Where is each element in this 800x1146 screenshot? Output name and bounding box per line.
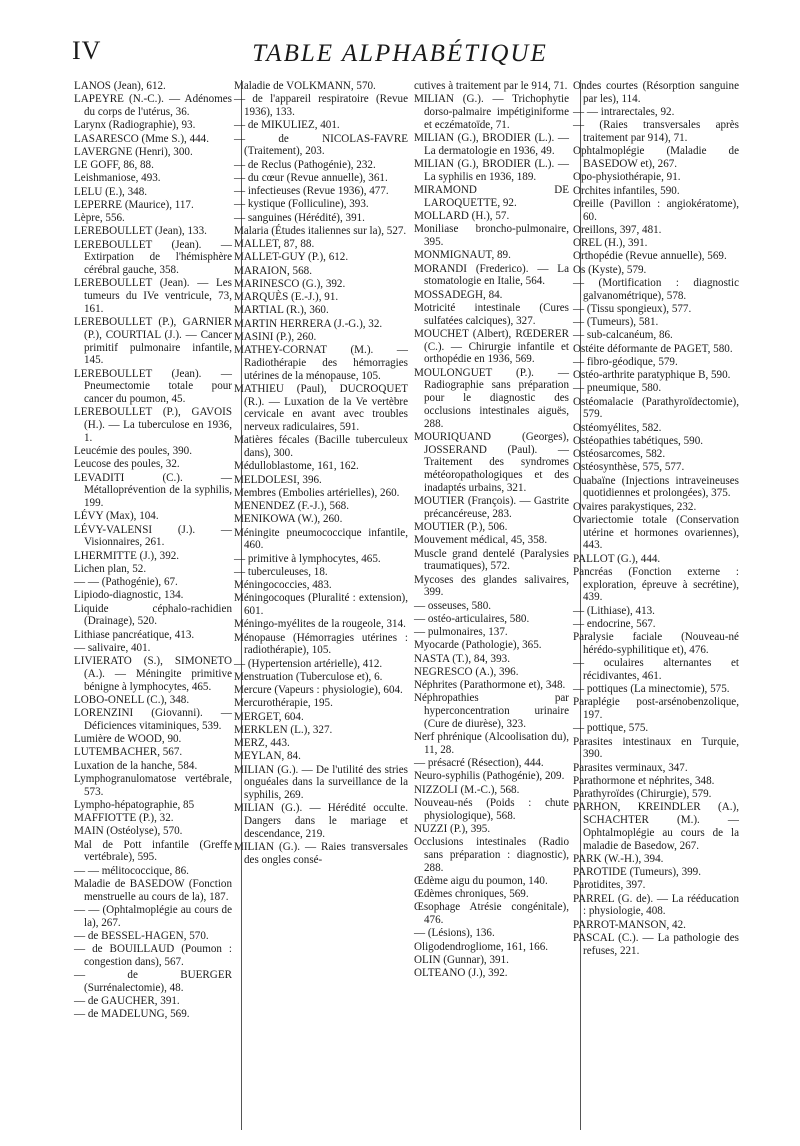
- index-entry: MOSSADEGH, 84.: [414, 288, 503, 301]
- index-entry: MARAION, 568.: [234, 264, 312, 277]
- index-entry: MIRAMOND DE LAROQUETTE, 92.: [414, 184, 569, 209]
- index-entry: — tuberculeuses, 18.: [234, 565, 328, 578]
- index-entry: Parathyroïdes (Chirurgie), 579.: [573, 788, 712, 800]
- index-entry: MELDOLESI, 396.: [234, 473, 322, 486]
- index-entry: Mercure (Vapeurs : physiologie), 604.: [234, 684, 403, 696]
- page-title: TABLE ALPHABÉTIQUE: [252, 40, 548, 67]
- index-entry: Méningococcies, 483.: [234, 579, 332, 591]
- index-entry: — ostéo-articulaires, 580.: [414, 612, 530, 625]
- index-entry: — (Lésions), 136.: [414, 927, 495, 940]
- index-entry: Méningo-myélites de la rougeole, 314.: [234, 618, 406, 631]
- index-entry: Myocarde (Pathologie), 365.: [414, 639, 542, 652]
- index-entry: MARTIAL (R.), 360.: [234, 304, 329, 317]
- index-entry: Ovaires parakystiques, 232.: [573, 500, 697, 513]
- index-entry: Nerf phrénique (Alcoolisation du), 11, 28.: [414, 731, 569, 756]
- index-entry: MOUCHET (Albert), RŒDERER (C.). — Chirurgie infantile et orthopédie en 1936, 569.: [414, 327, 569, 366]
- index-entry: Ostéomalacie (Parathyroïdectomie), 579.: [573, 395, 739, 421]
- index-entry: MERKLEN (L.), 327.: [234, 723, 333, 736]
- index-entry: Neuro-syphilis (Pathogénie), 209.: [414, 770, 565, 783]
- index-entry: — pottiques (La minectomie), 575.: [573, 683, 730, 695]
- index-entry: Œdèmes chroniques, 569.: [414, 888, 529, 900]
- index-entry: Leucémie des poules, 390.: [74, 445, 192, 457]
- index-entry: Larynx (Radiographie), 93.: [74, 119, 196, 132]
- index-entry: — — (Ophtalmoplégie au cours de la), 267.: [74, 903, 232, 929]
- index-entry: Ondes courtes (Résorption sanguine par les), 114.: [573, 80, 739, 105]
- index-entry: MENENDEZ (F.-J.), 568.: [234, 500, 349, 512]
- index-entry: — (Tissu spongieux), 577.: [573, 302, 692, 315]
- index-entry: Luxation de la hanche, 584.: [74, 759, 198, 772]
- index-entry: MERZ, 443.: [234, 737, 290, 749]
- index-entry: Œdème aigu du poumon, 140.: [414, 874, 548, 887]
- index-entry: — fibro-géodique, 579.: [573, 355, 678, 368]
- index-entry: MOUTIER (P.), 506.: [414, 521, 508, 533]
- index-entry: LEREBOULLET (P.), GARNIER (P.), COURTIAL (J.). — Cancer primitif pulmonaire infantile, 145.: [74, 316, 232, 367]
- index-entry: OLIN (Gunnar), 391.: [414, 953, 509, 966]
- index-entry: MENIKOWA (W.), 260.: [234, 513, 343, 526]
- index-entry: — pneumique, 580.: [573, 382, 662, 395]
- index-entry: Méningite pneumococcique infantile, 460.: [234, 526, 408, 552]
- index-entry: Os (Kyste), 579.: [573, 263, 647, 276]
- index-entry: Néphrites (Parathormone et), 348.: [414, 679, 566, 691]
- index-entry: PARK (W.-H.), 394.: [573, 852, 664, 865]
- index-entry: Moniliase broncho-pulmonaire, 395.: [414, 223, 569, 248]
- index-entry: MARTIN HERRERA (J.-G.), 32.: [234, 317, 383, 330]
- index-entry: LAPEYRE (N.-C.). — Adénomes du corps de l'utérus, 36.: [74, 93, 232, 118]
- index-entry: Malaria (Études italiennes sur la), 527.: [234, 224, 407, 237]
- index-entry: — de MADELUNG, 569.: [74, 1008, 190, 1021]
- index-entry: PASCAL (C.). — La pathologie des refuses, 221.: [573, 931, 739, 957]
- page-number: IV: [72, 36, 102, 65]
- index-entry: MASINI (P.), 260.: [234, 330, 317, 343]
- index-entry: Pancréas (Fonction externe : exploration, épreuve à secrétine), 439.: [573, 565, 739, 604]
- index-entry: LEVADITI (C.). — Métalloprévention de la syphilis, 199.: [74, 471, 232, 509]
- index-entry: MATHIEU (Paul), DUCROQUET (R.). — Luxation de la Ve vertèbre cervicale en avant avec troubles nerveux radiculaires, 591.: [234, 382, 408, 433]
- index-entry: — — intrarectales, 92.: [573, 106, 675, 118]
- index-entry: Ostéosarcomes, 582.: [573, 448, 666, 460]
- index-entry: — présacré (Résection), 444.: [414, 757, 544, 769]
- index-entry: Ostéopathies tabétiques, 590.: [573, 434, 704, 447]
- index-entry: Maladie de BASEDOW (Fonction menstruelle au cours de la), 187.: [74, 877, 232, 903]
- index-entry: Matières fécales (Bacille tuberculeux dans), 300.: [234, 434, 408, 459]
- index-entry: Parasites verminaux, 347.: [573, 761, 688, 774]
- index-entry: LELU (E.), 348.: [74, 185, 148, 198]
- index-entry: Ostéosynthèse, 575, 577.: [573, 461, 685, 474]
- index-entry: Opo-physiothérapie, 91.: [573, 171, 681, 184]
- index-entry: PARREL (G. de). — La rééducation : physiologie, 408.: [573, 892, 739, 918]
- index-entry: MEYLAN, 84.: [234, 750, 301, 763]
- index-entry: MARINESCO (G.), 392.: [234, 277, 346, 290]
- index-entry: PARROT-MANSON, 42.: [573, 918, 686, 931]
- index-entry: — (Lithiase), 413.: [573, 604, 655, 617]
- index-entry: — pulmonaires, 137.: [414, 626, 508, 638]
- index-entry: Lympho-hépatographie, 85: [74, 798, 195, 811]
- index-entry: Paralysie faciale (Nouveau-né hérédo-syphilitique et), 476.: [573, 631, 739, 656]
- index-entry: LEREBOULLET (Jean). — Les tumeurs du IVe ventricule, 73, 161.: [74, 277, 232, 315]
- index-entry: Oreillons, 397, 481.: [573, 223, 662, 236]
- index-entry: MILIAN (G.), BRODIER (L.). — La syphilis en 1936, 189.: [414, 158, 569, 183]
- index-entry: Mycoses des glandes salivaires, 399.: [414, 573, 569, 599]
- index-entry: LASARESCO (Mme S.), 444.: [74, 132, 209, 145]
- index-entry: cutives à traitement par le 914, 71.: [414, 80, 568, 92]
- index-entry: MAFFIOTTE (P.), 32.: [74, 812, 174, 824]
- index-column-3: [414, 80, 569, 1130]
- index-entry: — salivaire, 401.: [74, 641, 151, 654]
- index-entry: OLTEANO (J.), 392.: [414, 967, 508, 979]
- index-entry: Ostéite déformante de PAGET, 580.: [573, 342, 733, 355]
- index-entry: Oligodendrogliome, 161, 166.: [414, 940, 549, 953]
- index-entry: Parathormone et néphrites, 348.: [573, 774, 715, 787]
- index-entry: PALLOT (G.), 444.: [573, 552, 661, 565]
- index-entry: LEREBOULLET (Jean). — Extirpation de l'hémisphère cérébral gauche, 358.: [74, 238, 232, 276]
- index-entry: MAIN (Ostéolyse), 570.: [74, 825, 183, 838]
- index-entry: LAVERGNE (Henri), 300.: [74, 145, 193, 158]
- index-entry: — — (Pathogénie), 67.: [74, 576, 178, 588]
- index-entry: — primitive à lymphocytes, 465.: [234, 552, 381, 565]
- index-entry: Parasites intestinaux en Turquie, 390.: [573, 735, 739, 761]
- index-entry: Lymphogranulomatose vertébrale, 573.: [74, 772, 232, 798]
- index-entry: NEGRESCO (A.), 396.: [414, 665, 519, 678]
- index-entry: — (Raies transversales après traitement par 914), 71.: [573, 119, 739, 144]
- index-entry: — infectieuses (Revue 1936), 477.: [234, 185, 389, 197]
- index-entry: Menstruation (Tuberculose et), 6.: [234, 670, 383, 683]
- index-entry: Mal de Pott infantile (Greffe vertébrale), 595.: [74, 838, 232, 864]
- index-entry: MERGET, 604.: [234, 710, 304, 723]
- index-entry: Œsophage Atrésie congénitale), 476.: [414, 901, 569, 926]
- index-entry: LÉVY (Max), 104.: [74, 510, 159, 523]
- index-entry: Motricité intestinale (Cures sulfatées calciques), 327.: [414, 301, 569, 327]
- index-entry: — (Hypertension artérielle), 412.: [234, 657, 383, 670]
- index-entry: Méningocoques (Pluralité : extension), 601.: [234, 592, 408, 617]
- index-entry: — de BUERGER (Surrénalectomie), 48.: [74, 969, 232, 994]
- index-entry: — (Tumeurs), 581.: [573, 316, 659, 328]
- index-entry: Médulloblastome, 161, 162.: [234, 460, 359, 473]
- index-entry: Liquide céphalo-rachidien (Drainage), 520.: [74, 602, 232, 628]
- index-entry: Ménopause (Hémorragies utérines : radiothérapie), 105.: [234, 631, 408, 657]
- index-entry: — du cœur (Revue annuelle), 361.: [234, 171, 388, 184]
- index-entry: — sanguines (Hérédité), 391.: [234, 211, 365, 224]
- index-column-1: [74, 80, 232, 1130]
- index-entry: MILIAN (G.). — Trichophytie dorso-palmaire impétiginiforme et eczématoïde, 71.: [414, 93, 569, 131]
- index-entry: — de BESSEL-HAGEN, 570.: [74, 929, 209, 942]
- index-entry: OREL (H.), 391.: [573, 237, 648, 249]
- index-entry: Membres (Embolies artérielles), 260.: [234, 486, 400, 499]
- index-entry: — osseuses, 580.: [414, 599, 492, 612]
- index-column-2: [234, 80, 408, 1130]
- index-entry: Ostéo-arthrite paratyphique B, 590.: [573, 369, 731, 381]
- index-entry: Oreille (Pavillon : angiokératome), 60.: [573, 197, 739, 223]
- index-entry: Muscle grand dentelé (Paralysies traumatiques), 572.: [414, 547, 569, 573]
- index-entry: — de l'appareil respiratoire (Revue 1936), 133.: [234, 93, 408, 118]
- index-entry: Ovariectomie totale (Conservation utérine et hormones ovariennes), 443.: [573, 513, 739, 552]
- index-entry: — pottique, 575.: [573, 722, 649, 735]
- index-entry: MONMIGNAUT, 89.: [414, 249, 511, 262]
- index-entry: Ouabaïne (Injections intraveineuses quotidiennes et prolongées), 375.: [573, 474, 739, 500]
- index-entry: Leishmaniose, 493.: [74, 172, 161, 185]
- index-entry: MATHEY-CORNAT (M.). — Radiothérapie des hémorragies utérines de la ménopause, 105.: [234, 344, 408, 382]
- index-entry: Paraplégie post-arsénobenzolique, 197.: [573, 696, 739, 721]
- index-entry: MOUTIER (François). — Gastrite précancéreuse, 283.: [414, 495, 569, 520]
- index-entry: Néphropathies par hyperconcentration urinaire (Cure de diurèse), 323.: [414, 692, 569, 730]
- index-entry: MILIAN (G.), BRODIER (L.). — La dermatologie en 1936, 49.: [414, 132, 569, 157]
- index-entry: Lumière de WOOD, 90.: [74, 733, 182, 745]
- index-entry: MARQUÈS (E.-J.), 91.: [234, 291, 339, 303]
- index-entry: Ostéomyélites, 582.: [573, 421, 662, 434]
- index-entry: Ophtalmoplégie (Maladie de BASEDOW et), 267.: [573, 145, 739, 170]
- index-entry: Lipiodo-diagnostic, 134.: [74, 589, 184, 602]
- index-entry: — de MIKULIEZ, 401.: [234, 119, 340, 132]
- index-entry: Leucose des poules, 32.: [74, 458, 180, 471]
- index-entry: — de Reclus (Pathogénie), 232.: [234, 158, 376, 171]
- index-entry: NIZZOLI (M.-C.), 568.: [414, 783, 520, 796]
- index-entry: Maladie de VOLKMANN, 570.: [234, 80, 376, 92]
- index-entry: PAROTIDE (Tumeurs), 399.: [573, 866, 701, 878]
- index-entry: LEREBOULLET (P.), GAVOIS (H.). — La tuberculose en 1936, 1.: [74, 406, 232, 444]
- index-entry: Lichen plan, 52.: [74, 562, 147, 575]
- index-entry: NUZZI (P.), 395.: [414, 822, 491, 835]
- index-entry: LUTEMBACHER, 567.: [74, 746, 183, 759]
- index-entry: Lithiase pancréatique, 413.: [74, 628, 195, 641]
- index-entry: MALLET-GUY (P.), 612.: [234, 251, 349, 264]
- index-entry: MILIAN (G.). — Raies transversales des ongles consé-: [234, 841, 408, 866]
- index-entry: Lèpre, 556.: [74, 212, 125, 224]
- index-entry: MORANDI (Frederico). — La stomatologie en Italie, 564.: [414, 262, 569, 288]
- index-entry: LHERMITTE (J.), 392.: [74, 549, 180, 562]
- index-entry: NASTA (T.), 84, 393.: [414, 652, 510, 665]
- index-entry: PARHON, KREINDLER (A.), SCHACHTER (M.). — Ophtalmoplégie au cours de la maladie de Basedow, 267.: [573, 801, 739, 852]
- index-entry: — — mélitococcique, 86.: [74, 864, 189, 877]
- index-entry: LE GOFF, 86, 88.: [74, 159, 154, 171]
- index-entry: LORENZINI (Giovanni). — Déficiences vitaminiques, 539.: [74, 707, 232, 732]
- index-entry: MOLLARD (H.), 57.: [414, 210, 510, 222]
- index-entry: — endocrine, 567.: [573, 617, 656, 630]
- index-entry: — (Mortification : diagnostic galvanométrique), 578.: [573, 276, 739, 302]
- index-entry: — de NICOLAS-FAVRE (Traitement), 203.: [234, 132, 408, 158]
- index-entry: Mercurothérapie, 195.: [234, 697, 333, 710]
- index-entry: — sub-calcanéum, 86.: [573, 329, 673, 342]
- index-entry: — de BOUILLAUD (Poumon : congestion dans), 567.: [74, 943, 232, 968]
- index-entry: MALLET, 87, 88.: [234, 238, 315, 250]
- index-entry: MOULONGUET (P.). — Radiographie sans préparation pour le diagnostic des occlusions intestinales aiguës, 288.: [414, 366, 569, 430]
- index-entry: Occlusions intestinales (Radio sans préparation : diagnostic), 288.: [414, 836, 569, 874]
- index-entry: LEREBOULLET (Jean). — Pneumectomie totale pour cancer du poumon, 45.: [74, 367, 232, 405]
- index-entry: LOBO-ONELL (C.), 348.: [74, 693, 190, 706]
- index-entry: Parotidites, 397.: [573, 879, 646, 892]
- index-entry: — de GAUCHER, 391.: [74, 995, 180, 1007]
- index-entry: MILIAN (G.). — De l'utilité des stries onguéales dans la surveillance de la syphilis, 269.: [234, 763, 408, 801]
- index-entry: Orchites infantiles, 590.: [573, 184, 680, 197]
- index-entry: — oculaires alternantes et récidivantes, 461.: [573, 657, 739, 682]
- index-entry: LEPERRE (Maurice), 117.: [74, 198, 194, 211]
- index-entry: LANOS (Jean), 612.: [74, 80, 166, 92]
- index-column-4: [573, 80, 739, 1130]
- index-entry: LÉVY-VALENSI (J.). — Visionnaires, 261.: [74, 523, 232, 549]
- index-entry: MILIAN (G.). — Hérédité occulte. Dangers dans le mariage et descendance, 219.: [234, 802, 408, 840]
- index-entry: Nouveau-nés (Poids : chute physiologique), 568.: [414, 796, 569, 822]
- index-entry: LIVIERATO (S.), SIMONETO (A.). — Méningite primitive bénigne à lymphocytes, 465.: [74, 655, 232, 693]
- index-entry: MOURIQUAND (Georges), JOSSERAND (Paul). — Traitement des syndromes météoropathologiques et des inadaptés urbains, 321.: [414, 430, 569, 494]
- index-entry: Mouvement médical, 45, 358.: [414, 534, 548, 547]
- index-entry: — kystique (Folliculine), 393.: [234, 198, 369, 211]
- index-entry: Orthopédie (Revue annuelle), 569.: [573, 250, 727, 263]
- index-entry: LEREBOULLET (Jean), 133.: [74, 225, 207, 238]
